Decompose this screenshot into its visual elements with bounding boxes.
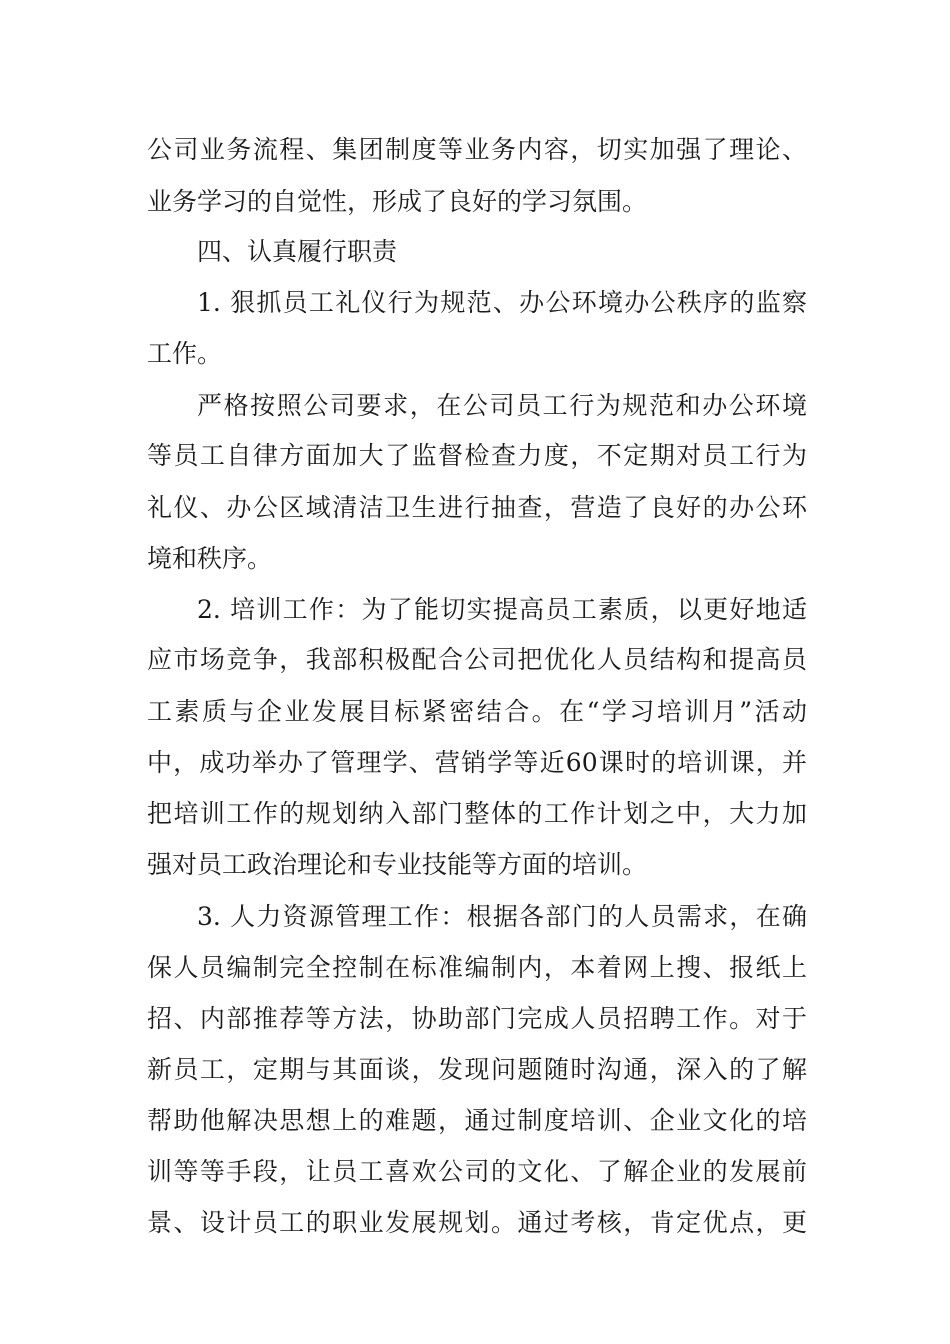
body-line: 等员工自律方面加大了监督检查力度，不定期对员工行为 — [147, 441, 807, 470]
body-line: 工作。 — [147, 339, 223, 368]
body-line: 境和秩序。 — [147, 544, 273, 573]
body-line: 保人员编制完全控制在标准编制内，本着网上搜、报纸上 — [147, 953, 807, 982]
body-line: 把培训工作的规划纳入部门整体的工作计划之中，大力加 — [147, 799, 807, 828]
list-item-heading: 1. 狠抓员工礼仪行为规范、办公环境办公秩序的监察 — [197, 288, 807, 317]
body-line: 新员工，定期与其面谈，发现问题随时沟通，深入的了解 — [147, 1055, 807, 1084]
body-line: 中，成功举办了管理学、营销学等近60课时的培训课，并 — [147, 748, 807, 777]
list-item-heading: 2. 培训工作：为了能切实提高员工素质，以更好地适 — [197, 595, 807, 624]
body-line: 帮助他解决思想上的难题，通过制度培训、企业文化的培 — [147, 1106, 807, 1135]
body-line: 工素质与企业发展目标紧密结合。在“学习培训月”活动 — [147, 697, 807, 726]
body-line: 招、内部推荐等方法，协助部门完成人员招聘工作。对于 — [147, 1004, 807, 1033]
body-line: 业务学习的自觉性，形成了良好的学习氛围。 — [147, 187, 648, 216]
section-heading: 四、认真履行职责 — [197, 237, 398, 266]
body-line: 训等等手段，让员工喜欢公司的文化、了解企业的发展前 — [147, 1157, 807, 1186]
body-line: 景、设计员工的职业发展规划。通过考核，肯定优点，更 — [147, 1208, 807, 1237]
body-line: 强对员工政治理论和专业技能等方面的培训。 — [147, 850, 648, 879]
body-line: 礼仪、办公区域清洁卫生进行抽查，营造了良好的办公环 — [147, 493, 807, 522]
list-item-heading: 3. 人力资源管理工作：根据各部门的人员需求，在确 — [197, 902, 807, 931]
body-line: 严格按照公司要求，在公司员工行为规范和办公环境 — [197, 391, 807, 420]
body-line: 公司业务流程、集团制度等业务内容，切实加强了理论、 — [147, 135, 807, 164]
body-line: 应市场竞争，我部积极配合公司把优化人员结构和提高员 — [147, 645, 807, 674]
